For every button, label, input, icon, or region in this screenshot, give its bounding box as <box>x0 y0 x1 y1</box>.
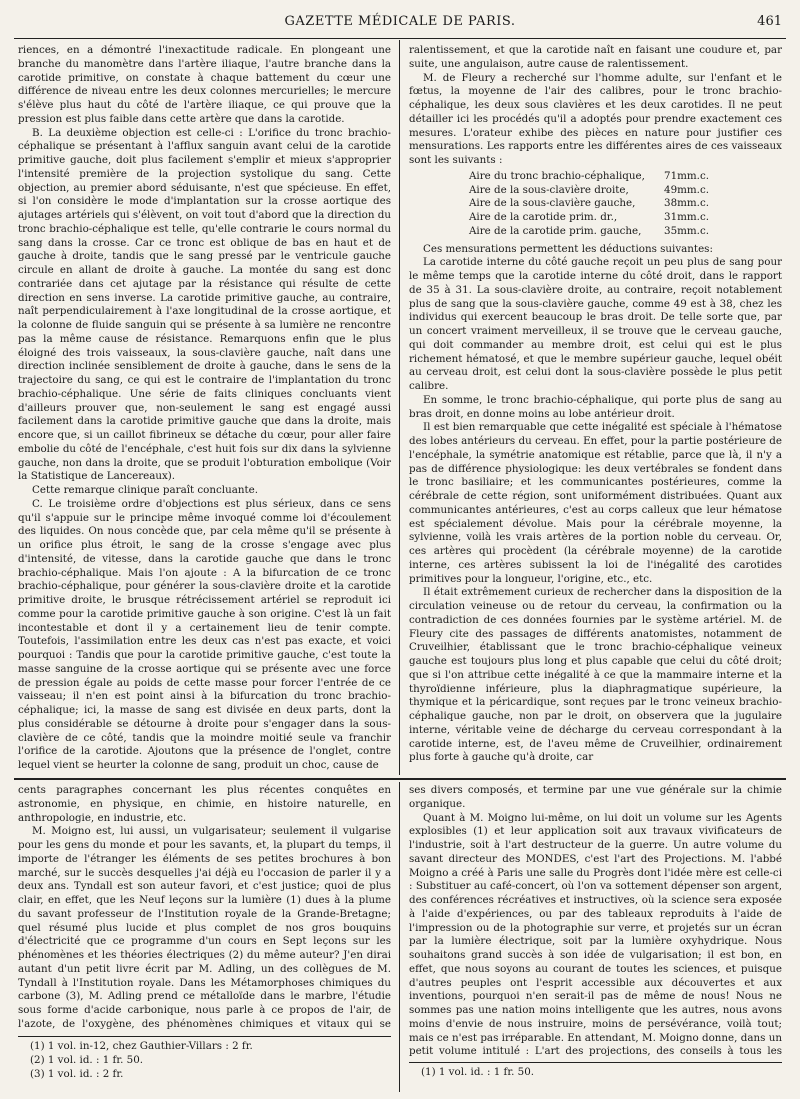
paragraph: cents paragraphes concernant les plus récentes conquêtes en astronomie, en physique, en chimie, en histoire naturelle, en anthropologie, en industrie, etc. <box>18 784 391 824</box>
footnote-rule-left <box>18 1036 391 1037</box>
measurement-value: 38mm.c. <box>664 197 709 210</box>
measurement-value: 35mm.c. <box>664 224 709 237</box>
measurement-value: 49mm.c. <box>664 183 709 196</box>
measurement-row <box>469 225 709 239</box>
measurement-value: 31mm.c. <box>664 211 709 223</box>
measurement-label: Aire de la sous-clavière droite, <box>469 183 629 196</box>
measurement-row <box>469 211 709 225</box>
paragraph: Quant à M. Moigno lui-même, on lui doit un volume sur les Agents explosibles (1) et leur application soit aux travaux vivificateurs de l'industrie, soit à l'art destructeur de la guerre. Un autre volume du savant directeur des MONDES, c'est l'art des Projections. M. l'abbé Moigno a créé à Paris une salle du Progrès dont l'idée mère est celle-ci : Substituer au café-concert, où l'on va sottement dépenser son argent, des conférences récréatives et instructives, où la science sera exposée à l'aide d'expériences, ou par des tableaux reproduits à l'aide de l'impression ou de la photographie sur verre, et projetés sur un écran par la lumière électrique, soit par la lumière oxyhydrique. Nous souhaitons grand succès à son idée de vulgarisation; il est bon, en effet, que nous soyons au courant de toutes les sciences, et puisque d'autres peuples ont l'esprit accessible aux découvertes et aux inventions, pourquoi n'en serait-il pas de même de nous! Nous ne sommes pas une nation moins intelligente que les autres, nous avons moins d'envie de nous instruire, moins de persévérance, voilà tout; mais ce n'est pas irréparable. En attendant, M. Moigno donne, dans un petit volume intitulé : L'art des projections, des conseils à tous les <box>409 811 782 1056</box>
paragraph: Il est bien remarquable que cette inégalité est spéciale à l'hématose des lobes antérieurs du cerveau. En effet, pour la partie postérieure de l'encéphale, la symétrie anatomique est rétablie, parce que là, il n'y a pas de différence physiologique: les deux vertébrales se fondent dans le tronc basiliaire; et les communicantes postérieures, comme la cérébrale de cette région, sont uniformément distribuées. Quant aux communicantes antérieures, c'est au corps calleux que leur hématose est spécialement dévolue. Mais pour la cérébrale moyenne, la sylvienne, voilà les vrais artères de la portion noble du cerveau. Or, ces artères qui procèdent (la cérébrale moyenne) de la carotide interne, ces artères subissent la loi de l'inégalité des carotides primitives pour la longueur, l'origine, etc., etc. <box>409 421 782 585</box>
upper-column-divider <box>399 40 400 775</box>
paragraph: Il était extrêmement curieux de rechercher dans la disposition de la circulation veineuse ou de retour du cerveau, la confirmation ou la contradiction de ces données fournies par le système artériel. M. de Fleury cite des passages de différents anatomistes, notamment de Cruveilhier, établissant que le tronc brachio-céphalique veineux gauche est toujours plus long et plus capable que celui du côté droit; que si l'on attribue cette inégalité à ce que la mammaire interne et la thyroïdienne inférieure, plus la diaphragmatique supérieure, la thymique et la péricardique, sont reçues par le tronc veineux brachio-céphalique gauche, non par le droit, on observera que la jugulaire interne, véritable veine de décharge du cerveau correspondant à la carotide interne, est, de l'aveu même de Cruveilhier, ordinairement plus forte à gauche qu'à droite, car <box>409 586 782 764</box>
paragraph: Cette remarque clinique paraît concluante. <box>32 484 258 496</box>
lower-column-divider <box>399 782 400 1092</box>
upper-left-column <box>18 44 391 776</box>
paragraph: En somme, le tronc brachio-céphalique, qui porte plus de sang au bras droit, en donne moins au lobe antérieur droit. <box>409 393 782 420</box>
measurement-row <box>469 184 709 198</box>
measurement-label: Aire de la carotide prim. dr., <box>469 211 618 223</box>
page-number: 461 <box>757 14 782 29</box>
measurement-row <box>469 197 709 211</box>
footnote: (1) 1 vol. id. : 1 fr. 50. <box>421 1066 535 1078</box>
header-rule <box>14 38 786 39</box>
lower-left-column <box>18 784 391 1032</box>
paragraph: B. La deuxième objection est celle-ci : L'orifice du tronc brachio-céphalique se présentant à l'afflux sanguin avant celui de la carotide primitive gauche, doit plus facilement s'emplir et mieux s'approprier l'intensité première de la projection systolique du sang. Cette objection, au premier abord séduisante, n'est que spécieuse. En effet, si l'on considère le mode d'implantation sur la crosse aortique des ajutages artériels qui s'élèvent, on voit tout d'abord que la direction du tronc brachio-céphalique est telle, qu'elle contrarie le cours normal du sang dans la crosse. Car ce tronc est oblique de bas en haut et de gauche à droite, tandis que le sang pressé par le ventricule gauche circule en allant de droite à gauche. La montée du sang est donc contrariée dans cet ajutage par la résistance qui résulte de cette direction en sens inverse. La carotide primitive gauche, au contraire, naît perpendiculairement à l'axe longitudinal de la crosse aortique, et la colonne de fluide sanguin qui se présente à sa lumière ne rencontre pas la même cause de résistance. Remarquons enfin que le plus éloigné des trois vaisseaux, la sous-clavière gauche, naît dans une direction inclinée sensiblement de droite à gauche, dans le sens de la trajectoire du sang, ce qui est le contraire de l'implantation du tronc brachio-céphalique. Une série de faits cliniques concluants vient d'ailleurs prouver que, non-seulement le sang est engagé aussi facilement dans la carotide primitive gauche que dans la droite, mais encore que, si un caillot fibrineux se détache du cœur, pour aller faire embolie du côté de l'encéphale, c'est huit fois sur dix dans la sylvienne gauche, non dans la droite, que se produit l'obturation embolique (Voir la Statistique de Lancereaux). <box>18 126 391 483</box>
measurement-value: 71mm.c. <box>664 169 709 182</box>
measurement-row <box>469 170 709 184</box>
footnotes-left <box>30 1040 390 1081</box>
measurements-table <box>469 170 782 239</box>
paragraph: C. Le troisième ordre d'objections est plus sérieux, dans ce sens qu'il s'appuie sur le principe même invoqué comme loi d'écoulement des liquides. On nous concède que, par cela même qu'il se présente à un orifice plus étroit, le sang de la crosse s'engage avec plus d'intensité, de vitesse, dans la carotide gauche que dans le tronc brachio-céphalique. Mais l'on ajoute : A la bifurcation de ce tronc brachio-céphalique, pour générer la sous-clavière droite et la carotide primitive droite, le brusque rétrécissement artériel se reproduit ici comme pour la carotide primitive gauche à son origine. C'est là un fait incontestable et dont il y a certainement lieu de tenir compte. Toutefois, l'assimilation entre les deux cas n'est pas exacte, et voici pourquoi : Tandis que pour la carotide primitive gauche, c'est toute la masse sanguine de la crosse aortique qui se présente avec une force de pression égale au poids de cette masse pour forcer l'entrée de ce vaisseau; il n'en est point ainsi à la bifurcation du tronc brachio-céphalique; ici, la masse de sang est divisée en deux parts, dont la plus considérable se détourne à droite pour s'engager dans la sous-clavière de ce côté, tandis que la moindre moitié seule va franchir l'orifice de la carotide. Ajoutons que la présence de l'onglet, contre lequel vient se heurter la colonne de sang, produit un choc, cause de <box>18 497 391 771</box>
section-divider-rule <box>14 778 786 780</box>
paragraph: riences, en a démontré l'inexactitude radicale. En plongeant une branche du manomètre dans l'artère iliaque, l'autre branche dans la carotide primitive, on constate à chaque battement du cœur une différence de niveau entre les deux colonnes mercurielles; le mercure s'élève plus haut du côté de l'artère iliaque, ce qui prouve que la pression est plus faible dans cette artère que dans la carotide. <box>18 44 391 125</box>
footnote: (1) 1 vol. in-12, chez Gauthier-Villars : 2 fr. <box>30 1040 253 1052</box>
measurement-label: Aire de la sous-clavière gauche, <box>469 197 636 210</box>
footnote-rule-right <box>409 1062 782 1063</box>
paragraph: La carotide interne du côté gauche reçoit un peu plus de sang pour le même temps que la carotide interne du côté droit, dans le rapport de 35 à 31. La sous-clavière droite, au contraire, reçoit notablement plus de sang que la sous-clavière gauche, comme 49 est à 38, chez les individus qui exercent beaucoup le bras droit. De telle sorte que, par un concert vraiment merveilleux, il se trouve que le cerveau gauche, qui doit commander au membre droit, est celui qui est le plus richement hématosé, et que le membre supérieur gauche, lequel obéit au cerveau droit, est celui dont la sous-clavière possède le plus petit calibre. <box>409 256 782 392</box>
footnote: (2) 1 vol. id. : 1 fr. 50. <box>30 1053 144 1066</box>
measurement-label: Aire du tronc brachio-céphalique, <box>469 169 645 182</box>
measurement-label: Aire de la carotide prim. gauche, <box>469 224 642 237</box>
page-header <box>0 0 800 40</box>
paragraph: M. Moigno est, lui aussi, un vulgarisateur; seulement il vulgarise pour les gens du monde et pour les savants, et, la plupart du temps, il importe de l'étranger les éléments de ses petites brochures à bon marché, sur le succès desquelles j'ai déjà eu l'occasion de parler il y a deux ans. Tyndall est son auteur favori, et c'est justice; quoi de plus clair, en effet, que les Neuf leçons sur la lumière (1) dues à la plume du savant professeur de l'Institution royale de la Grande-Bretagne; quel résumé plus lucide et plus complet de nos gros bouquins d'électricité que ce programme d'un cours en Sept leçons sur les phénomènes et les théories électriques (2) du même auteur? J'en dirai autant d'un petit livre écrit par M. Adling, un des collègues de M. Tyndall à l'Institution royale. Dans les Métamorphoses chimiques du carbone (3), M. Adling prend ce métalloïde dans le marbre, l'étudie sous forme d'acide carbonique, nous parle à ce propos de l'air, de l'azote, de l'oxygène, des phénomènes chimiques et vitaux qui se <box>18 825 391 1030</box>
running-title: GAZETTE MÉDICALE DE PARIS. <box>284 14 516 29</box>
paragraph: M. de Fleury a recherché sur l'homme adulte, sur l'enfant et le fœtus, la moyenne de l'air des calibres, pour le tronc brachio-céphalique, les deux sous clavières et les deux carotides. Il ne peut détailler ici les procédés qu'il a adoptés pour prendre exactement ces mesures. L'orateur exhibe des pièces en nature pour justifier ces mensurations. Les rapports entre les différentes aires de ces vaisseaux sont les suivants : <box>409 71 782 166</box>
footnotes-right <box>421 1066 781 1080</box>
paragraph: ses divers composés, et termine par une vue générale sur la chimie organique. <box>409 784 782 810</box>
footnote: (3) 1 vol. id. : 2 fr. <box>30 1067 124 1080</box>
lower-right-column <box>409 784 782 1056</box>
upper-right-column <box>409 44 782 776</box>
paragraph: Ces mensurations permettent les déductions suivantes: <box>423 242 713 255</box>
paragraph: ralentissement, et que la carotide naît en faisant une coudure et, par suite, une angulaison, autre cause de ralentissement. <box>409 44 782 70</box>
